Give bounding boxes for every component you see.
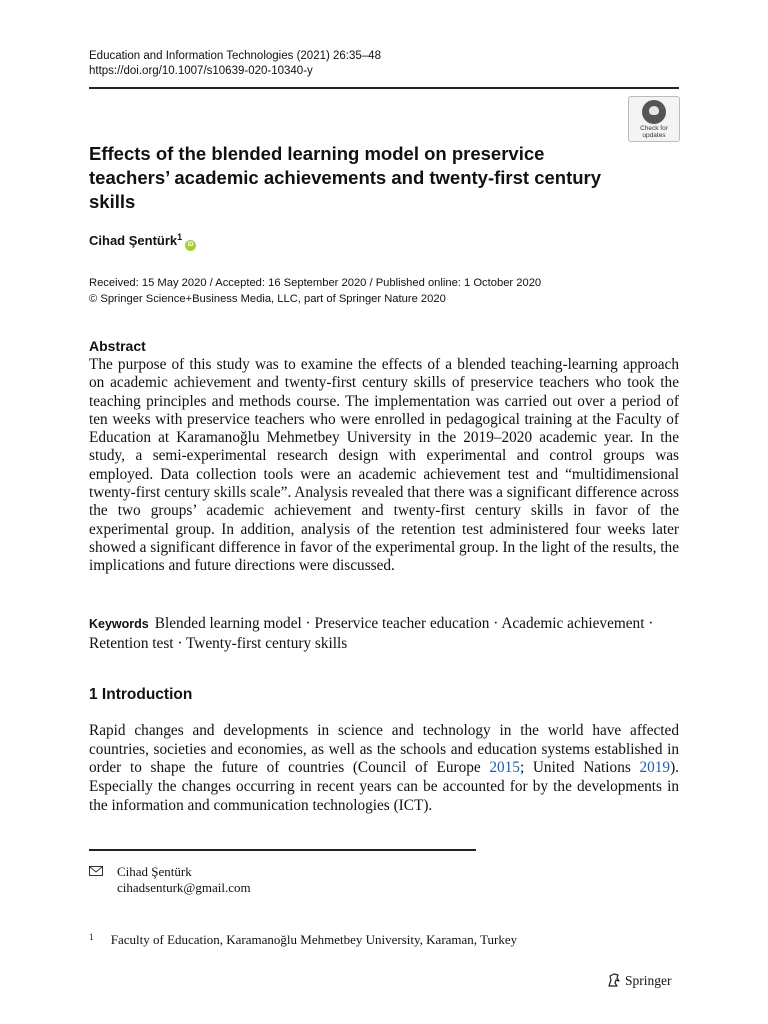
- abstract-heading: Abstract: [89, 338, 146, 354]
- introduction-heading: 1 Introduction: [89, 686, 193, 703]
- publisher-logo: [606, 972, 672, 989]
- intro-text-part: ; United Nations: [519, 759, 640, 777]
- keywords-label: Keywords: [89, 617, 149, 631]
- journal-citation: Education and Information Technologies (2021) 26:35–48: [89, 50, 381, 62]
- intro-text-part: Rapid changes and developments in science and technology in the world have affected countries, societies and economies, as well as the schools and education systems established in order to shape the future of countries (Council of Europe: [89, 722, 679, 777]
- publisher-name: Springer: [625, 973, 672, 988]
- envelope-icon: [89, 866, 103, 876]
- affiliation-footnote: [89, 929, 679, 948]
- footnote-rule: [89, 849, 476, 851]
- doi-link[interactable]: https://doi.org/10.1007/s10639-020-10340-y: [89, 65, 313, 77]
- orcid-icon[interactable]: iD: [185, 240, 196, 251]
- keywords-text: Blended learning model · Preservice teacher education · Academic achievement · Retention test · Twenty-first century skills: [89, 615, 654, 652]
- intro-text-part: ). Especially the changes occurring in recent years can be accounted for by the developments in the information and communication technologies (ICT).: [89, 759, 679, 814]
- check-for-updates-button[interactable]: [628, 96, 680, 142]
- corresponding-name: Cihad Şentürk: [117, 864, 192, 879]
- publication-dates: [89, 275, 541, 307]
- keywords-block: [89, 614, 679, 653]
- springer-horse-icon: [606, 972, 622, 988]
- check-for-updates-label: Check for updates: [640, 125, 668, 139]
- journal-header: [89, 49, 381, 79]
- corresponding-author: [117, 864, 251, 895]
- affiliation-footnote-mark: 1: [89, 932, 94, 942]
- citation-link[interactable]: 2015: [489, 759, 520, 777]
- affiliation-text: Faculty of Education, Karamanoğlu Mehmetbey University, Karaman, Turkey: [110, 932, 518, 947]
- dates-line: Received: 15 May 2020 / Accepted: 16 September 2020 / Published online: 1 October 2020: [89, 277, 542, 289]
- header-rule: [89, 87, 679, 89]
- author-line: [89, 232, 196, 251]
- article-title: Effects of the blended learning model on preservice teachers’ academic achievements and twenty-first century skills: [89, 143, 602, 212]
- introduction-text: [89, 722, 679, 816]
- citation-link[interactable]: 2019: [639, 759, 671, 777]
- author-name: Cihad Şentürk: [89, 233, 178, 248]
- copyright-line: © Springer Science+Business Media, LLC, part of Springer Nature 2020: [89, 293, 446, 305]
- affiliation-mark: 1: [177, 232, 183, 242]
- abstract-text: The purpose of this study was to examine the effects of a blended teaching-learning approach on academic achievement and twenty-first century skills of preservice teachers who took the teaching principles and methods course. The implementation was carried out over a period of ten weeks with preservice teachers who were enrolled in pedagogical training at the Faculty of Education at Karamanoğlu Mehmetbey University in the 2019–2020 academic year. In the study, a semi-experimental research design with experimental and control groups was employed. Data collection tools were an academic achievement test and “multidimensional twenty-first century skills scale”. Analysis revealed that there was a significant difference across the two groups’ academic achievement and twenty-first century skills in favor of the experimental group. In addition, analysis of the retention test administered four weeks later showed a significant difference in favor of the experimental group. In the light of the results, the implications and future directions were discussed.: [89, 356, 679, 575]
- bookmark-icon: [642, 100, 666, 124]
- corresponding-email[interactable]: cihadsenturk@gmail.com: [117, 879, 251, 895]
